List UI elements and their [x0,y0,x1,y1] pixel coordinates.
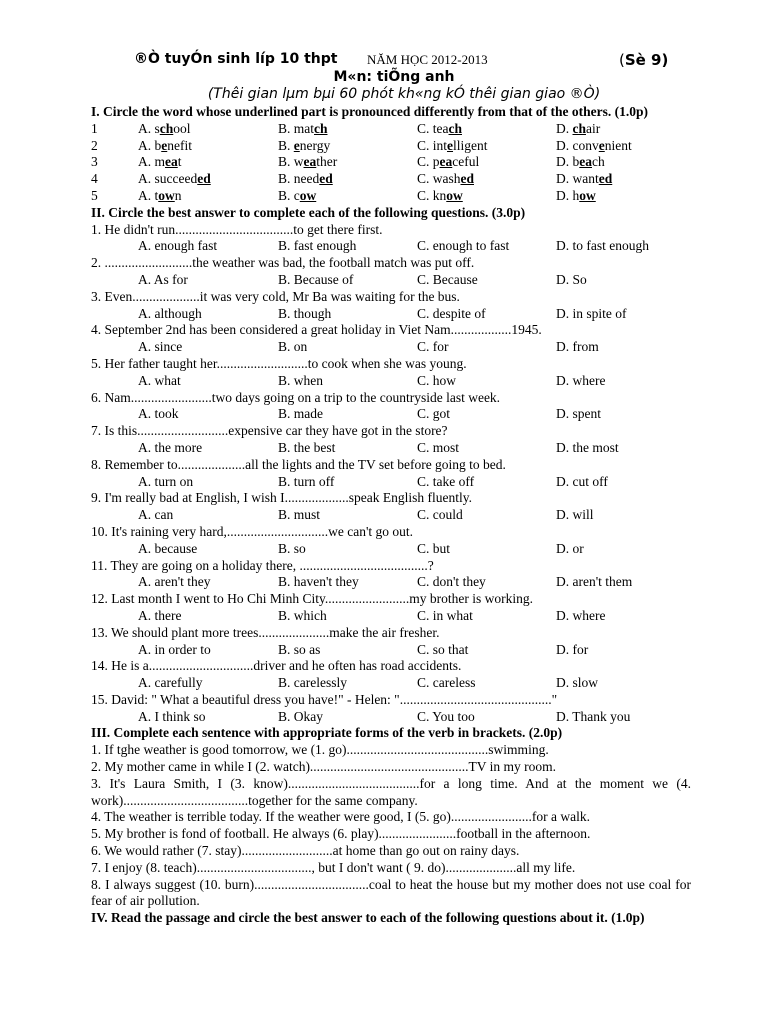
pronunciation-row [91,171,691,188]
answer-option: A. what [138,372,181,388]
options-row [91,440,691,457]
answer-option: B. so [278,540,306,556]
option-a: A. school [138,120,191,136]
option-c: C. peaceful [417,154,480,170]
question-text: 4. September 2nd has been considered a great holiday in Viet Nam..................1945. [91,322,542,338]
options-row [91,675,691,692]
options-row [91,574,691,591]
answer-option: B. Okay [278,708,323,724]
question-text: 9. I'm really bad at English, I wish I...................speak English fluently. [91,490,472,506]
answer-option: D. cut off [556,473,608,489]
underlined-part: e [161,137,168,153]
option-d: D. wanted [556,171,613,187]
answer-option: B. Because of [278,271,354,287]
question-text: 3. Even....................it was very cold, Mr Ba was waiting for the bus. [91,288,460,304]
question-number: 2 [91,137,98,153]
question-text: 7. Is this...........................expensive car they have got in the store? [91,423,448,439]
options-row [91,642,691,659]
answer-option: A. the more [138,439,203,455]
answer-option: A. because [138,540,198,556]
answer-option: A. can [138,507,174,523]
answer-option: A. took [138,406,179,422]
option-b: B. match [278,120,328,136]
option-d: D. beach [556,154,605,170]
answer-option: C. don't they [417,574,486,590]
answer-option: B. carelessly [278,675,347,691]
question-text: 15. David: " What a beautiful dress you have!" - Helen: "............................................." [91,691,558,707]
answer-option: A. I think so [138,708,206,724]
answer-option: A. As for [138,271,188,287]
answer-option: C. could [417,507,463,523]
section1-rows [91,121,691,205]
question-number: 4 [91,171,98,187]
answer-option: C. most [417,439,460,455]
answer-option: C. in what [417,607,473,623]
options-row [91,709,691,726]
option-b: B. needed [278,171,333,187]
pronunciation-row [91,121,691,138]
answer-option: D. in spite of [556,305,627,321]
exam-code: (Sè 9) [619,51,669,69]
answer-option: A. there [138,607,182,623]
answer-option: D. to fast enough [556,238,649,254]
answer-option: D. So [556,271,587,287]
underlined-part: ea [303,154,317,170]
option-d: D. convenient [556,137,632,153]
answer-option: A. turn on [138,473,194,489]
underlined-part: ow [299,187,317,203]
option-a: A. town [138,187,182,203]
verb-sentence: 2. My mother came in while I (2. watch)...............................................TV in my room. [91,759,557,775]
answer-option: B. haven't they [278,574,359,590]
section4-title: IV. Read the passage and circle the best answer to each of the following questions about it. (1.0p) [91,910,645,926]
underlined-part: e [447,137,454,153]
answer-option: D. Thank you [556,708,631,724]
option-a: A. benefit [138,137,192,153]
options-row [91,272,691,289]
question-text: 2. ..........................the weather was bad, the football match was put off. [91,255,475,271]
answer-option: B. so as [278,641,321,657]
options-row [91,373,691,390]
pronunciation-row [91,188,691,205]
option-c: C. intelligent [417,137,488,153]
verb-sentence: 4. The weather is terrible today. If the weather were good, I (5. go)........................for a walk. [91,809,590,825]
answer-option: C. how [417,372,457,388]
option-d: D. chair [556,120,601,136]
answer-option: C. got [417,406,451,422]
underlined-part: ow [579,187,596,203]
answer-option: D. where [556,372,606,388]
subject-line: M«n: tiÕng anh [333,69,455,85]
answer-option: D. aren't them [556,574,633,590]
answer-option: A. although [138,305,202,321]
underlined-part: ed [598,171,613,187]
answer-option: B. made [278,406,323,422]
answer-option: B. when [278,372,323,388]
answer-option: B. on [278,339,308,355]
underlined-part: ea [439,154,453,170]
answer-option: C. careless [417,675,476,691]
section1-title: I. Circle the word whose underlined part is pronounced differently from that of the others. (1.0p) [91,104,648,119]
underlined-part: ch [159,120,174,136]
question-text: 13. We should plant more trees.....................make the air fresher. [91,624,440,640]
answer-option: A. since [138,339,183,355]
answer-option: B. fast enough [278,238,357,254]
options-row [91,541,691,558]
underlined-part: ea [165,154,178,170]
options-row [91,608,691,625]
answer-option: D. from [556,339,599,355]
question-number: 3 [91,154,98,170]
verb-sentence: 7. I enjoy (8. teach).................................., but I don't want ( 9. do).....................all my life. [91,859,576,875]
answer-option: B. which [278,607,327,623]
verb-sentence: 8. I always suggest (10. burn)..................................coal to heat the house but my mother does not use coal for fear of air pollution. [91,876,691,909]
answer-option: C. enough to fast [417,238,510,254]
answer-option: D. the most [556,439,619,455]
options-row [91,474,691,491]
question-text: 12. Last month I went to Ho Chi Minh City.........................my brother is working. [91,591,533,607]
section3-title: III. Complete each sentence with appropriate forms of the verb in brackets. (2.0p) [91,725,563,741]
question-text: 11. They are going on a holiday there, ......................................? [91,557,434,573]
answer-option: C. despite of [417,305,486,321]
option-c: C. know [417,187,463,203]
underlined-part: ow [158,187,175,203]
question-text: 8. Remember to....................all the lights and the TV set before going to bed. [91,456,506,472]
question-text: 5. Her father taught her...........................to cook when she was young. [91,355,467,371]
pronunciation-row [91,154,691,171]
verb-sentence: 6. We would rather (7. stay)...........................at home than go out on rainy days. [91,843,520,859]
underlined-part: e [598,137,605,153]
underlined-part: ea [579,154,592,170]
underlined-part: ed [460,171,474,187]
underlined-part: ed [197,171,211,187]
answer-option: B. though [278,305,332,321]
answer-option: C. for [417,339,449,355]
underlined-part: ch [572,120,586,136]
section3-lines [91,742,691,910]
question-text: 6. Nam........................two days going on a trip to the countryside last week. [91,389,501,405]
question-number: 5 [91,187,98,203]
answer-option: C. You too [417,708,475,724]
option-b: B. energy [278,137,331,153]
answer-option: D. will [556,507,594,523]
verb-sentence: 1. If tghe weather is good tomorrow, we (1. go)..........................................swimming. [91,742,549,758]
option-a: A. meat [138,154,182,170]
option-d: D. how [556,187,596,203]
underlined-part: e [293,137,300,153]
options-row [91,238,691,255]
question-number: 1 [91,120,98,136]
answer-option: A. enough fast [138,238,218,254]
underlined-part: ed [319,171,333,187]
answer-option: D. slow [556,675,599,691]
section2-questions [91,222,691,726]
answer-option: B. turn off [278,473,335,489]
answer-option: B. the best [278,439,336,455]
school-year: NĂM HỌC 2012-2013 [367,52,488,67]
option-a: A. succeeded [138,171,211,187]
verb-sentence: 5. My brother is fond of football. He always (6. play).......................football in the afternoon. [91,826,591,842]
options-row [91,507,691,524]
underlined-part: ch [448,120,462,136]
underlined-part: ch [314,120,328,136]
answer-option: C. Because [417,271,478,287]
option-c: C. washed [417,171,474,187]
answer-option: C. take off [417,473,475,489]
pronunciation-row [91,138,691,155]
options-row [91,339,691,356]
answer-option: C. so that [417,641,469,657]
answer-option: D. or [556,540,584,556]
answer-option: A. aren't they [138,574,211,590]
question-text: 14. He is a...............................driver and he often has road accidents. [91,658,462,674]
section2-title: II. Circle the best answer to complete each of the following questions. (3.0p) [91,204,526,220]
options-row [91,406,691,423]
option-b: B. weather [278,154,338,170]
time-line: (Thêi gian lµm bµi 60 phót kh«ng kÓ thêi gian giao ®Ò) [207,86,601,102]
question-text: 10. It's raining very hard,..............................we can't go out. [91,523,414,539]
question-text: 1. He didn't run...................................to get there first. [91,221,383,237]
answer-option: A. carefully [138,675,203,691]
verb-sentence: 3. It's Laura Smith, I (3. know).......................................for a long time. And at the moment we (4. work).....................................together for the same company. [91,775,691,808]
option-b: B. cow [278,187,317,203]
answer-option: D. spent [556,406,601,422]
exam-content [91,104,691,927]
answer-option: B. must [278,507,321,523]
options-row [91,306,691,323]
answer-option: A. in order to [138,641,211,657]
exam-header [0,51,768,71]
answer-option: C. but [417,540,451,556]
answer-option: D. where [556,607,606,623]
answer-option: D. for [556,641,589,657]
exam-title: ®Ò tuyÓn sinh líp 10 thpt [134,51,338,67]
option-c: C. teach [417,120,462,136]
underlined-part: ow [446,187,463,203]
